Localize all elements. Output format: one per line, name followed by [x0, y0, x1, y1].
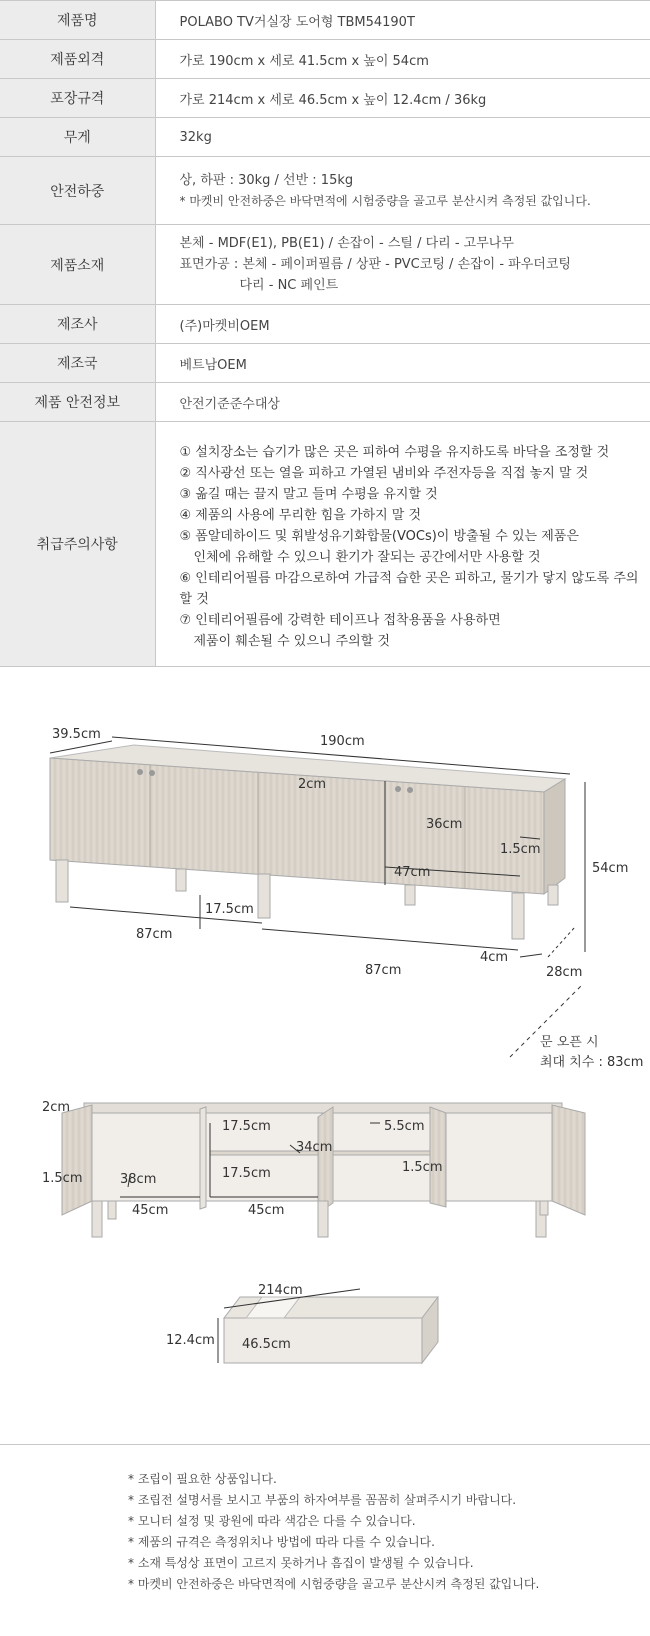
box-length: 214cm — [258, 1283, 303, 1298]
dim-shelf-upper: 17.5cm — [222, 1119, 271, 1134]
notes-list — [0, 1445, 650, 1595]
box-width: 46.5cm — [242, 1337, 291, 1352]
dim-open-left-span: 45cm — [132, 1203, 169, 1218]
value-exterior: 가로 190cm x 세로 41.5cm x 높이 54cm — [155, 40, 650, 79]
dim-shelf-lower: 17.5cm — [222, 1166, 271, 1181]
note-item: * 마켓비 안전하중은 바닥면적에 시험중량을 골고루 분산시켜 측정된 값입니다. — [128, 1577, 540, 1591]
row-care — [0, 422, 650, 667]
cabinet-front-view — [50, 745, 565, 939]
note-item: * 모니터 설정 및 광원에 따라 색감은 다를 수 있습니다. — [128, 1514, 416, 1528]
dim-inner-h: 34cm — [296, 1140, 333, 1155]
dim-height: 54cm — [592, 861, 629, 876]
dim-leg-height: 17.5cm — [205, 902, 254, 917]
label-maker: 제조사 — [0, 305, 155, 344]
row-load — [0, 157, 650, 225]
dim-width: 190cm — [320, 734, 365, 749]
row-exterior — [0, 40, 650, 79]
spec-table — [0, 0, 650, 667]
label-product-name: 제품명 — [0, 1, 155, 40]
dimension-diagram — [0, 667, 650, 1445]
label-load: 안전하중 — [0, 157, 155, 225]
care-item: ⑥ 인테리어필름 마감으로하여 가급적 습한 곳은 피하고, 물기가 닿지 않도록 주의할 것 — [179, 571, 639, 607]
dim-side-thickness: 1.5cm — [500, 842, 541, 857]
load-note: * 마켓비 안전하중은 바닥면적에 시험중량을 골고루 분산시켜 측정된 값입니다. — [179, 194, 591, 208]
note-item: * 소재 특성상 표면이 고르지 못하거나 흠집이 발생될 수 있습니다. — [128, 1556, 474, 1570]
material-line-2: 표면가공 : 본체 - 페이퍼필름 / 상판 - PVC코팅 / 손잡이 - 파우더코팅 — [179, 257, 571, 272]
door-open-value: 최대 치수 : 83cm — [540, 1055, 644, 1070]
care-item: ④ 제품의 사용에 무리한 힘을 가하지 말 것 — [179, 508, 422, 523]
care-item: ② 직사광선 또는 열을 피하고 가열된 냄비와 주전자등을 직접 놓지 말 것 — [179, 466, 589, 481]
dim-open-side: 1.5cm — [42, 1171, 83, 1186]
row-product-name — [0, 1, 650, 40]
row-package — [0, 79, 650, 118]
value-care-cell — [155, 422, 650, 667]
dim-open-inner-depth: 38cm — [120, 1172, 157, 1187]
row-maker — [0, 305, 650, 344]
door-open-label: 문 오픈 시 — [540, 1035, 599, 1050]
value-product-name: POLABO TV거실장 도어형 TBM54190T — [155, 1, 650, 40]
dim-leg-diameter: 4cm — [480, 950, 509, 965]
dim-depth: 39.5cm — [52, 727, 101, 742]
dim-hole-gap: 5.5cm — [384, 1119, 425, 1134]
value-material-cell — [155, 225, 650, 305]
care-item: 인체에 유해할 수 있으니 환기가 잘되는 공간에서만 사용할 것 — [193, 550, 541, 565]
care-item: ③ 옮길 때는 끌지 말고 들며 수평을 유지할 것 — [179, 487, 438, 502]
dim-leg-span-right: 87cm — [365, 963, 402, 978]
value-maker: (주)마켓비OEM — [155, 305, 650, 344]
label-material: 제품소재 — [0, 225, 155, 305]
dim-leg-span-left: 87cm — [136, 927, 173, 942]
dim-leg-depth: 28cm — [546, 965, 583, 980]
row-safety — [0, 383, 650, 422]
material-line-3: 다리 - NC 페인트 — [239, 278, 339, 293]
dim-top-thickness: 2cm — [298, 777, 327, 792]
care-item: ⑤ 폼알데하이드 및 휘발성유기화합물(VOCs)이 방출될 수 있는 제품은 — [179, 529, 579, 544]
value-safety: 안전기준준수대상 — [155, 383, 650, 422]
dim-shelf-thick: 1.5cm — [402, 1160, 443, 1175]
value-load-cell — [155, 157, 650, 225]
label-care: 취급주의사항 — [0, 422, 155, 667]
value-package: 가로 214cm x 세로 46.5cm x 높이 12.4cm / 36kg — [155, 79, 650, 118]
note-item: * 조립이 필요한 상품입니다. — [128, 1472, 277, 1486]
label-weight: 무게 — [0, 118, 155, 157]
row-weight — [0, 118, 650, 157]
row-material — [0, 225, 650, 305]
row-country — [0, 344, 650, 383]
label-country: 제조국 — [0, 344, 155, 383]
box-height: 12.4cm — [166, 1333, 215, 1348]
care-item: ① 설치장소는 습기가 많은 곳은 피하여 수평을 유지하도록 바닥을 조정할 것 — [179, 445, 610, 460]
dimension-drawing — [0, 667, 650, 1445]
care-item: ⑦ 인테리어필름에 강력한 테이프나 접착용품을 사용하면 — [179, 613, 501, 628]
care-item: 제품이 훼손될 수 있으니 주의할 것 — [193, 634, 390, 649]
dim-inner-width: 47cm — [394, 865, 431, 880]
material-line-1: 본체 - MDF(E1), PB(E1) / 손잡이 - 스틸 / 다리 - 고무나무 — [179, 236, 514, 251]
dim-open-top: 2cm — [42, 1100, 71, 1115]
label-package: 포장규격 — [0, 79, 155, 118]
value-weight: 32kg — [155, 118, 650, 157]
note-item: * 조립전 설명서를 보시고 부품의 하자여부를 꼼꼼히 살펴주시기 바랍니다. — [128, 1493, 517, 1507]
label-safety: 제품 안전정보 — [0, 383, 155, 422]
label-exterior: 제품외격 — [0, 40, 155, 79]
dim-open-right-span: 45cm — [248, 1203, 285, 1218]
note-item: * 제품의 규격은 측정위치나 방법에 따라 다를 수 있습니다. — [128, 1535, 435, 1549]
dim-inner-height: 36cm — [426, 817, 463, 832]
value-country: 베트남OEM — [155, 344, 650, 383]
value-load: 상, 하판 : 30kg / 선반 : 15kg — [179, 173, 354, 188]
